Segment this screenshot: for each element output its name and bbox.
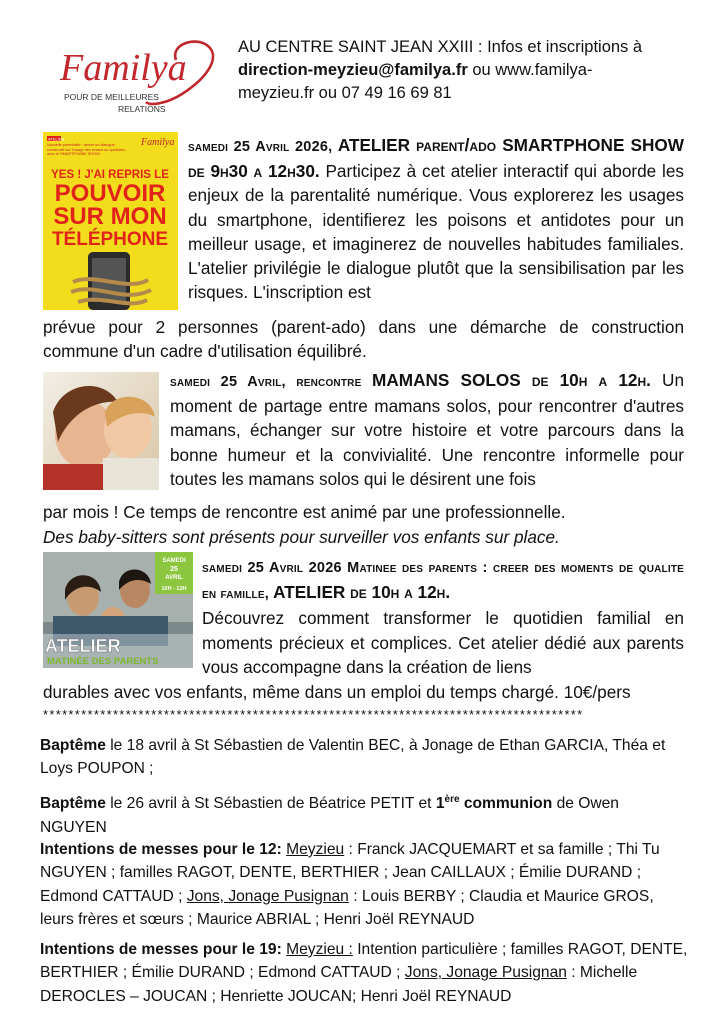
- poster-title-3: SUR MON: [53, 203, 167, 230]
- s3-title: ATELIER: [268, 582, 346, 603]
- s3-time: de 10h a 12h.: [345, 582, 451, 603]
- poster-title-2: POUVOIR: [54, 180, 166, 207]
- section-matinee-des-parents: [202, 554, 684, 679]
- s2-babysitter-note: Des baby-sitters sont présents pour surveiller vos enfants sur place.: [43, 527, 560, 547]
- mother-child-photo: [43, 372, 159, 490]
- s2-time: de 10h a 12h.: [520, 370, 651, 390]
- n1-label: Baptême: [40, 737, 106, 754]
- poster-top-label: ATELIER: [48, 136, 65, 142]
- poster-brand: Familya: [141, 137, 175, 148]
- overlay-title: ATELIER: [45, 636, 121, 656]
- contact-email[interactable]: direction-meyzieu@familya.fr: [238, 61, 468, 79]
- poster-title-4: TÉLÉPHONE: [51, 229, 169, 250]
- s2-body: Un moment de partage entre mamans solos, pour rencontrer d'autres mamans, échanger sur votre histoire et votre parcours dans la bonne humeur et la convivialité. Une rencontre informelle pour toutes les mamans solos qui le désirent une fois: [170, 370, 685, 489]
- section-mamans-solos: [170, 368, 684, 491]
- logo-tagline-2: RELATIONS: [118, 104, 166, 114]
- s1-title: ATELIER: [337, 135, 411, 155]
- badge-line1: SAMEDI: [162, 558, 186, 564]
- n2-communion: communion: [459, 795, 553, 813]
- separator-line: *************************************************************************************: [43, 707, 584, 722]
- badge-line2: 25: [170, 566, 178, 573]
- section-smartphone-show: [188, 133, 684, 304]
- badge-time: 10H - 12H: [161, 586, 187, 592]
- smartphone-show-poster: [43, 132, 178, 310]
- poster-top-text: Nouvelle parentalité : lancer un dialogue constructif sur l'usage des écrans au quotidien, avec le SMARTPHONE SHOW: [47, 143, 127, 157]
- s1-title-mid: parent/ado: [410, 135, 503, 155]
- matinee-des-parents-photo: [43, 552, 193, 668]
- n4-place-jons: Jons, Jonage Pusignan: [404, 964, 567, 982]
- n3-label: Intentions de messes pour le 12:: [40, 841, 282, 858]
- n3-place-jons: Jons, Jonage Pusignan: [186, 887, 349, 905]
- header-line3: meyzieu.fr ou 07 49 16 69 81: [238, 84, 452, 102]
- notice-intentions-12: [40, 838, 688, 932]
- notice-bapteme-26: [40, 786, 688, 839]
- header-line2: ou www.familya-: [467, 61, 593, 79]
- header-line1: AU CENTRE SAINT JEAN XXIII : Infos et inscriptions à: [238, 38, 643, 56]
- s1-body: Participez à cet atelier interactif qui aborde les enjeux de la parentalité numérique. Vous explorerez les usages du smartphone, identifierez les poisons et antidotes pour un meilleur usage, et imaginerez de nouvelles habitudes familiales. L'atelier privilégie le dialogue plutôt que la sensibilisation par les risques. L'inscription est: [188, 161, 684, 303]
- n4-text2: : Michelle DEROCLES – JOUCAN ; Henriette JOUCAN; Henri Joël REYNAUD: [40, 964, 638, 1005]
- s3-heading: samedi 25 Avril 2026 Matinee des parents : creer des moments de qualite en famille,: [202, 560, 684, 603]
- poster-title-1: YES ! J'AI REPRIS LE: [51, 169, 169, 181]
- logo-tagline-1: POUR DE MEILLEURES: [64, 92, 159, 102]
- n1-text: le 18 avril à St Sébastien de Valentin BEC, à Jonage de Ethan GARCIA, Théa et Loys POUPON ;: [40, 737, 666, 778]
- n2-text2: de Owen NGUYEN: [40, 795, 619, 836]
- s1-date: samedi 25 Avril 2026,: [188, 139, 333, 155]
- n3-text1: : Franck JACQUEMART et sa famille ; Thi Tu NGUYEN ; familles RAGOT, DENTE, BERTHIER ; Jean CAILLAUX ; Émilie DURAND ; Edmond CATTAUD ;: [40, 841, 660, 905]
- notice-intentions-19: [40, 938, 688, 1008]
- n4-place-meyzieu: Meyzieu :: [286, 941, 353, 958]
- logo-wordmark: Familya: [60, 47, 187, 89]
- n4-text1: Intention particulière ; familles RAGOT, DENTE, BERTHIER ; Émilie DURAND ; Edmond CATTAUD ;: [40, 941, 688, 982]
- n2-text: le 26 avril à St Sébastien de Béatrice PETIT et: [105, 795, 436, 813]
- s3-body: Découvrez comment transformer le quotidien familial en moments précieux et complices. Cet atelier dédié aux parents vous accompagne dans la création de liens: [202, 608, 684, 677]
- s1-body-continued: prévue pour 2 personnes (parent-ado) dans une démarche de construction commune d'un cadre d'utilisation équilibré.: [43, 317, 684, 362]
- s1-title-2: SMARTPHONE SHOW: [502, 135, 684, 155]
- n3-place-meyzieu: Meyzieu: [286, 841, 345, 858]
- contact-header: [238, 36, 678, 105]
- overlay-subtitle: MATINÉE DES PARENTS: [47, 656, 159, 667]
- s2-date: samedi 25 Avril,: [170, 374, 286, 390]
- n2-label: Baptême: [40, 795, 106, 813]
- notice-bapteme-18: [40, 734, 688, 781]
- badge-line3: AVRIL: [165, 575, 183, 581]
- s2-title: MAMANS SOLOS: [372, 370, 521, 390]
- familya-logo: [58, 38, 230, 118]
- s2-body-continued: par mois ! Ce temps de rencontre est animé par une professionnelle.: [43, 502, 566, 522]
- s1-time: de 9h30 a 12h30.: [188, 161, 320, 182]
- n4-label: Intentions de messes pour le 19:: [40, 941, 282, 958]
- s3-body-continued: durables avec vos enfants, même dans un emploi du temps chargé. 10€/pers: [43, 682, 631, 702]
- n3-text2: : Louis BERBY ; Claudia et Maurice GROS, leurs frères et sœurs ; Maurice ABRIAL ; Henri Joël REYNAUD: [40, 887, 654, 929]
- s2-mid: rencontre: [285, 374, 373, 390]
- n2-ordinal-sup: ère: [444, 794, 460, 805]
- n2-ordinal: 1: [435, 795, 445, 813]
